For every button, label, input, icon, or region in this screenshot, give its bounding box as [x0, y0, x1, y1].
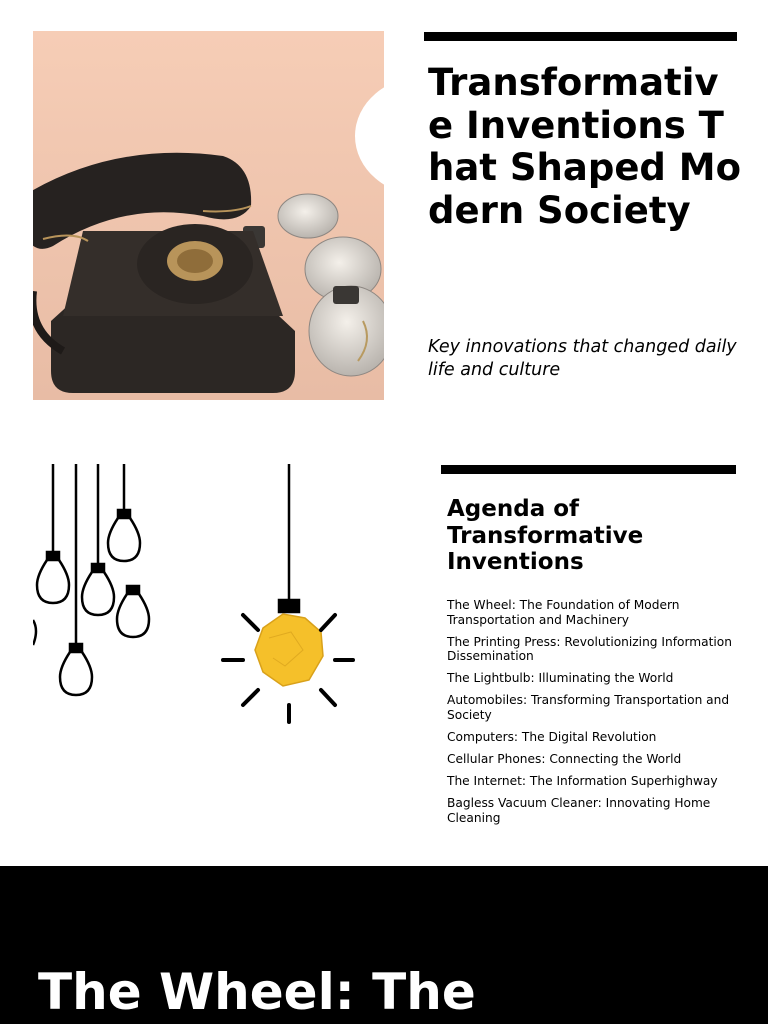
hanging-lightbulbs-illustration — [33, 460, 384, 832]
agenda-list — [447, 598, 747, 833]
agenda-item: Computers: The Digital Revolution — [447, 729, 657, 744]
agenda-title: Agenda of Transformative Inventions — [447, 496, 644, 575]
agenda-item: Cellular Phones: Connecting the World — [447, 751, 682, 766]
presentation-subtitle: Key innovations that changed daily life and culture — [428, 337, 737, 380]
telephone-and-lightbulbs-photo — [33, 31, 384, 400]
agenda-item: The Lightbulb: Illuminating the World — [447, 671, 674, 686]
agenda-item: Automobiles: Transforming Transportation and Society — [447, 693, 730, 722]
agenda-item: The Internet: The Information Superhighway — [447, 774, 718, 789]
agenda-slide — [0, 432, 768, 864]
agenda-item: Bagless Vacuum Cleaner: Innovating Home Cleaning — [447, 796, 711, 825]
agenda-rule — [441, 465, 736, 474]
title-slide — [0, 0, 768, 432]
wheel-slide — [0, 866, 768, 1024]
title-rule — [424, 32, 737, 41]
agenda-item: The Wheel: The Foundation of Modern Transportation and Machinery — [447, 598, 680, 627]
wheel-slide-title: The Wheel: The — [38, 963, 476, 1021]
agenda-item: The Printing Press: Revolutionizing Information Dissemination — [447, 634, 732, 664]
presentation-title: Transformative Inventions That Shaped Modern Society — [428, 61, 742, 232]
